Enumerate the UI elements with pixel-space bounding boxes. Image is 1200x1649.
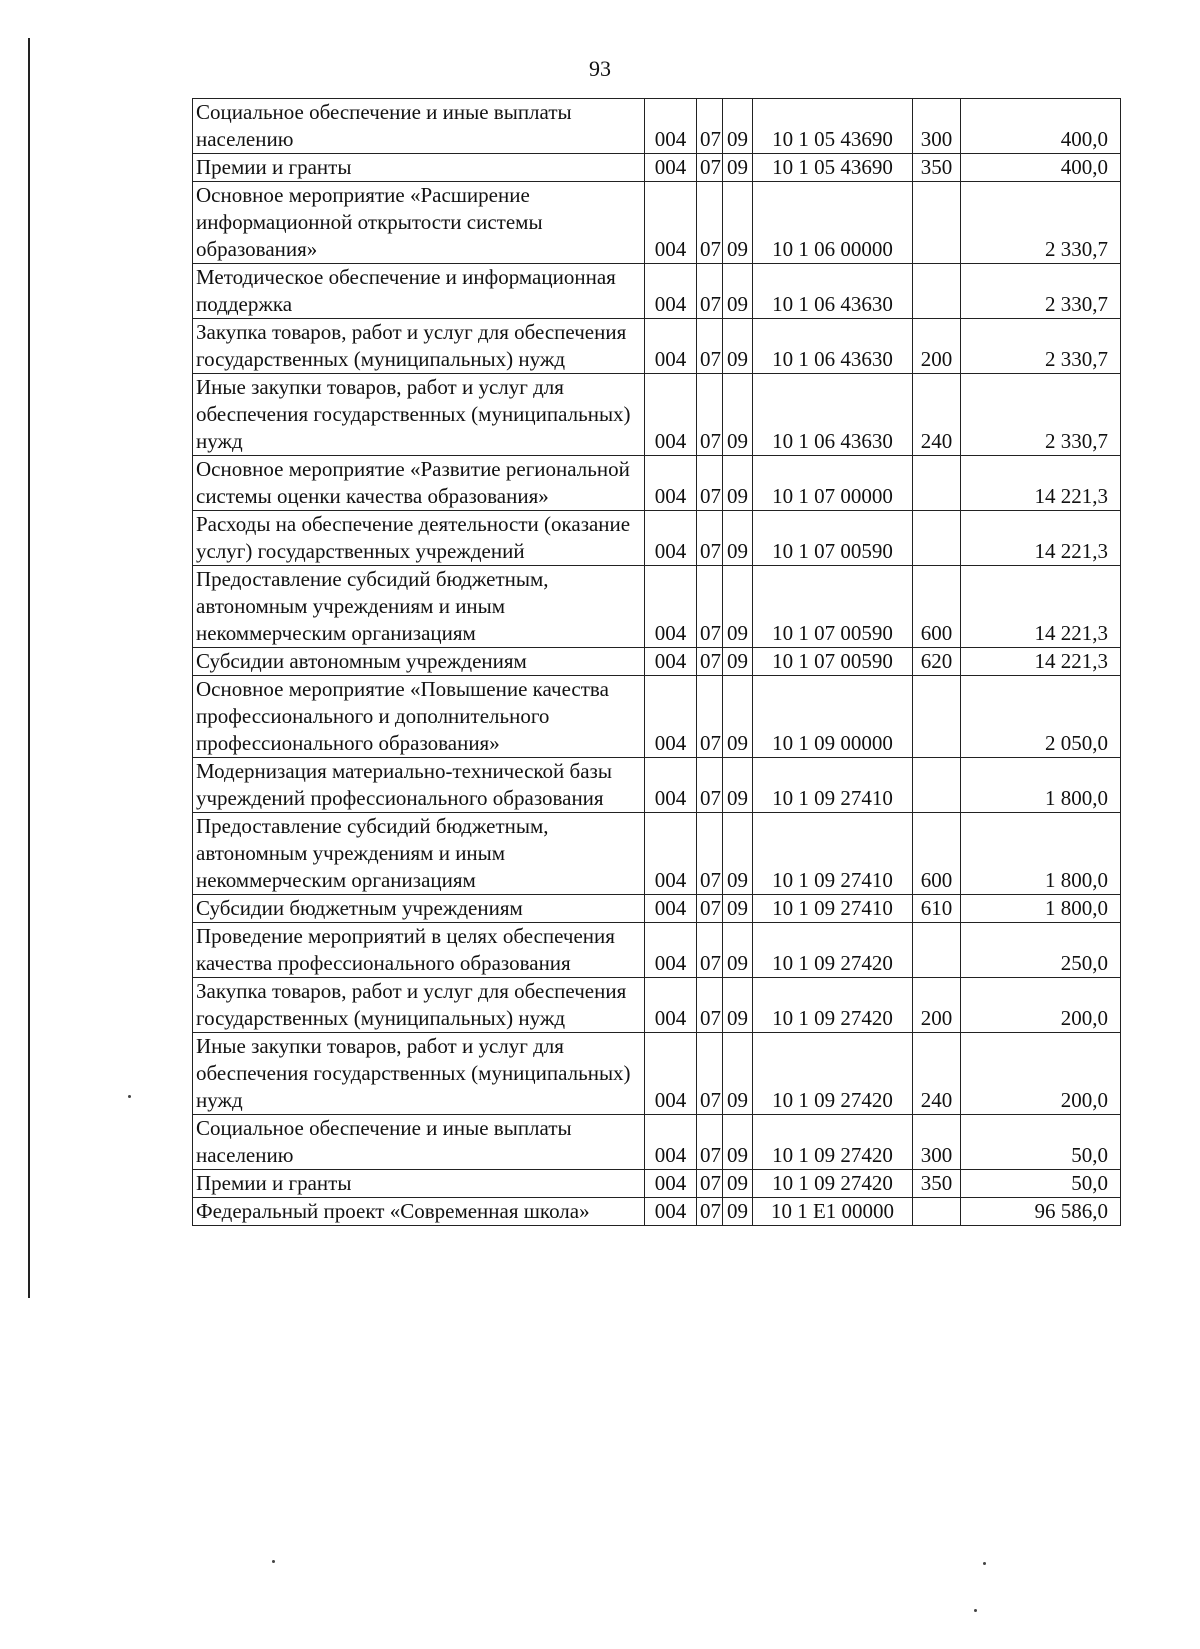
cell-vr: 300 [913, 1115, 961, 1170]
cell-rz: 07 [697, 1115, 723, 1170]
cell-rz: 07 [697, 1170, 723, 1198]
cell-vr: 620 [913, 648, 961, 676]
cell-gr: 004 [645, 511, 697, 566]
cell-rz: 07 [697, 154, 723, 182]
cell-sum: 2 330,7 [961, 264, 1121, 319]
table-row [193, 182, 1121, 264]
scan-speck [272, 1560, 275, 1563]
cell-csr: 10 1 09 00000 [753, 676, 913, 758]
cell-rz: 07 [697, 511, 723, 566]
cell-pr: 09 [723, 374, 753, 456]
scan-speck [128, 1095, 131, 1098]
cell-sum: 400,0 [961, 99, 1121, 154]
cell-csr: 10 1 09 27420 [753, 1115, 913, 1170]
cell-vr [913, 511, 961, 566]
cell-name: Социальное обеспечение и иные выплаты населению [193, 99, 645, 154]
cell-gr: 004 [645, 374, 697, 456]
cell-rz: 07 [697, 566, 723, 648]
binding-margin-line [28, 38, 30, 1298]
cell-pr: 09 [723, 648, 753, 676]
cell-vr: 610 [913, 895, 961, 923]
cell-sum: 200,0 [961, 978, 1121, 1033]
cell-csr: 10 1 06 43630 [753, 374, 913, 456]
cell-name: Модернизация материально-технической базы учреждений профессионального образования [193, 758, 645, 813]
table-row [193, 813, 1121, 895]
cell-vr: 240 [913, 1033, 961, 1115]
table-row [193, 511, 1121, 566]
cell-pr: 09 [723, 1198, 753, 1226]
cell-sum: 2 330,7 [961, 374, 1121, 456]
cell-sum: 2 330,7 [961, 182, 1121, 264]
cell-rz: 07 [697, 1198, 723, 1226]
cell-sum: 50,0 [961, 1115, 1121, 1170]
cell-sum: 2 050,0 [961, 676, 1121, 758]
table-row [193, 923, 1121, 978]
cell-gr: 004 [645, 1115, 697, 1170]
cell-gr: 004 [645, 978, 697, 1033]
cell-name: Субсидии автономным учреждениям [193, 648, 645, 676]
scan-speck [974, 1609, 977, 1612]
cell-vr [913, 456, 961, 511]
cell-name: Иные закупки товаров, работ и услуг для обеспечения государственных (муниципальных) нужд [193, 1033, 645, 1115]
cell-rz: 07 [697, 813, 723, 895]
cell-name: Основное мероприятие «Повышение качества профессионального и дополнительного профессионального образования» [193, 676, 645, 758]
cell-sum: 14 221,3 [961, 511, 1121, 566]
cell-pr: 09 [723, 1033, 753, 1115]
table-row [193, 1033, 1121, 1115]
cell-csr: 10 1 E1 00000 [753, 1198, 913, 1226]
cell-rz: 07 [697, 676, 723, 758]
cell-vr: 600 [913, 813, 961, 895]
table-row [193, 99, 1121, 154]
cell-name: Федеральный проект «Современная школа» [193, 1198, 645, 1226]
table-row [193, 566, 1121, 648]
cell-vr [913, 758, 961, 813]
cell-pr: 09 [723, 154, 753, 182]
cell-pr: 09 [723, 1170, 753, 1198]
cell-rz: 07 [697, 182, 723, 264]
cell-pr: 09 [723, 264, 753, 319]
cell-name: Предоставление субсидий бюджетным, автономным учреждениям и иным некоммерческим организациям [193, 566, 645, 648]
cell-sum: 96 586,0 [961, 1198, 1121, 1226]
cell-vr: 240 [913, 374, 961, 456]
cell-csr: 10 1 07 00590 [753, 511, 913, 566]
cell-csr: 10 1 06 43630 [753, 264, 913, 319]
cell-name: Иные закупки товаров, работ и услуг для обеспечения государственных (муниципальных) нужд [193, 374, 645, 456]
table-row [193, 264, 1121, 319]
cell-rz: 07 [697, 1033, 723, 1115]
cell-name: Социальное обеспечение и иные выплаты населению [193, 1115, 645, 1170]
cell-vr [913, 264, 961, 319]
table-row [193, 1170, 1121, 1198]
cell-pr: 09 [723, 923, 753, 978]
cell-pr: 09 [723, 319, 753, 374]
page-number: 93 [589, 56, 611, 81]
budget-table [192, 98, 1121, 1226]
cell-pr: 09 [723, 456, 753, 511]
cell-rz: 07 [697, 923, 723, 978]
cell-gr: 004 [645, 648, 697, 676]
cell-gr: 004 [645, 264, 697, 319]
cell-gr: 004 [645, 895, 697, 923]
cell-sum: 2 330,7 [961, 319, 1121, 374]
cell-vr [913, 182, 961, 264]
table-row [193, 648, 1121, 676]
table-row [193, 978, 1121, 1033]
cell-vr [913, 1198, 961, 1226]
cell-name: Основное мероприятие «Развитие региональной системы оценки качества образования» [193, 456, 645, 511]
cell-vr: 300 [913, 99, 961, 154]
cell-name: Проведение мероприятий в целях обеспечения качества профессионального образования [193, 923, 645, 978]
cell-name: Премии и гранты [193, 1170, 645, 1198]
cell-vr [913, 923, 961, 978]
table-row [193, 154, 1121, 182]
table-row [193, 676, 1121, 758]
cell-csr: 10 1 05 43690 [753, 154, 913, 182]
budget-table-body [193, 99, 1121, 1226]
cell-pr: 09 [723, 813, 753, 895]
cell-vr: 200 [913, 319, 961, 374]
cell-rz: 07 [697, 456, 723, 511]
cell-pr: 09 [723, 676, 753, 758]
table-row [193, 374, 1121, 456]
cell-rz: 07 [697, 374, 723, 456]
cell-csr: 10 1 09 27410 [753, 813, 913, 895]
cell-name: Субсидии бюджетным учреждениям [193, 895, 645, 923]
cell-sum: 1 800,0 [961, 813, 1121, 895]
cell-gr: 004 [645, 319, 697, 374]
cell-pr: 09 [723, 1115, 753, 1170]
cell-sum: 14 221,3 [961, 456, 1121, 511]
cell-vr: 350 [913, 154, 961, 182]
cell-sum: 400,0 [961, 154, 1121, 182]
cell-gr: 004 [645, 182, 697, 264]
scan-speck [983, 1562, 986, 1565]
cell-sum: 200,0 [961, 1033, 1121, 1115]
cell-csr: 10 1 09 27420 [753, 978, 913, 1033]
cell-csr: 10 1 09 27410 [753, 758, 913, 813]
cell-name: Закупка товаров, работ и услуг для обеспечения государственных (муниципальных) нужд [193, 319, 645, 374]
cell-gr: 004 [645, 154, 697, 182]
cell-name: Расходы на обеспечение деятельности (оказание услуг) государственных учреждений [193, 511, 645, 566]
cell-vr [913, 676, 961, 758]
cell-csr: 10 1 07 00000 [753, 456, 913, 511]
cell-name: Основное мероприятие «Расширение информационной открытости системы образования» [193, 182, 645, 264]
cell-name: Методическое обеспечение и информационная поддержка [193, 264, 645, 319]
cell-rz: 07 [697, 758, 723, 813]
cell-rz: 07 [697, 978, 723, 1033]
cell-sum: 250,0 [961, 923, 1121, 978]
cell-rz: 07 [697, 99, 723, 154]
cell-gr: 004 [645, 676, 697, 758]
cell-name: Премии и гранты [193, 154, 645, 182]
cell-sum: 14 221,3 [961, 648, 1121, 676]
cell-csr: 10 1 09 27420 [753, 923, 913, 978]
table-row [193, 1198, 1121, 1226]
cell-csr: 10 1 09 27420 [753, 1033, 913, 1115]
table-row [193, 319, 1121, 374]
cell-pr: 09 [723, 758, 753, 813]
cell-gr: 004 [645, 1198, 697, 1226]
cell-gr: 004 [645, 1033, 697, 1115]
cell-csr: 10 1 09 27420 [753, 1170, 913, 1198]
cell-name: Закупка товаров, работ и услуг для обеспечения государственных (муниципальных) нужд [193, 978, 645, 1033]
cell-pr: 09 [723, 566, 753, 648]
cell-sum: 50,0 [961, 1170, 1121, 1198]
cell-pr: 09 [723, 182, 753, 264]
cell-vr: 350 [913, 1170, 961, 1198]
cell-gr: 004 [645, 923, 697, 978]
cell-pr: 09 [723, 978, 753, 1033]
cell-csr: 10 1 09 27410 [753, 895, 913, 923]
table-row [193, 456, 1121, 511]
cell-csr: 10 1 05 43690 [753, 99, 913, 154]
cell-gr: 004 [645, 566, 697, 648]
cell-gr: 004 [645, 456, 697, 511]
cell-gr: 004 [645, 99, 697, 154]
cell-name: Предоставление субсидий бюджетным, автономным учреждениям и иным некоммерческим организациям [193, 813, 645, 895]
cell-csr: 10 1 06 43630 [753, 319, 913, 374]
cell-vr: 200 [913, 978, 961, 1033]
cell-csr: 10 1 07 00590 [753, 566, 913, 648]
cell-gr: 004 [645, 813, 697, 895]
cell-pr: 09 [723, 511, 753, 566]
cell-vr: 600 [913, 566, 961, 648]
table-row [193, 1115, 1121, 1170]
cell-rz: 07 [697, 264, 723, 319]
cell-sum: 14 221,3 [961, 566, 1121, 648]
table-row [193, 895, 1121, 923]
cell-gr: 004 [645, 758, 697, 813]
table-row [193, 758, 1121, 813]
cell-sum: 1 800,0 [961, 758, 1121, 813]
cell-rz: 07 [697, 895, 723, 923]
cell-csr: 10 1 06 00000 [753, 182, 913, 264]
cell-rz: 07 [697, 648, 723, 676]
cell-csr: 10 1 07 00590 [753, 648, 913, 676]
cell-sum: 1 800,0 [961, 895, 1121, 923]
cell-rz: 07 [697, 319, 723, 374]
cell-gr: 004 [645, 1170, 697, 1198]
cell-pr: 09 [723, 895, 753, 923]
cell-pr: 09 [723, 99, 753, 154]
